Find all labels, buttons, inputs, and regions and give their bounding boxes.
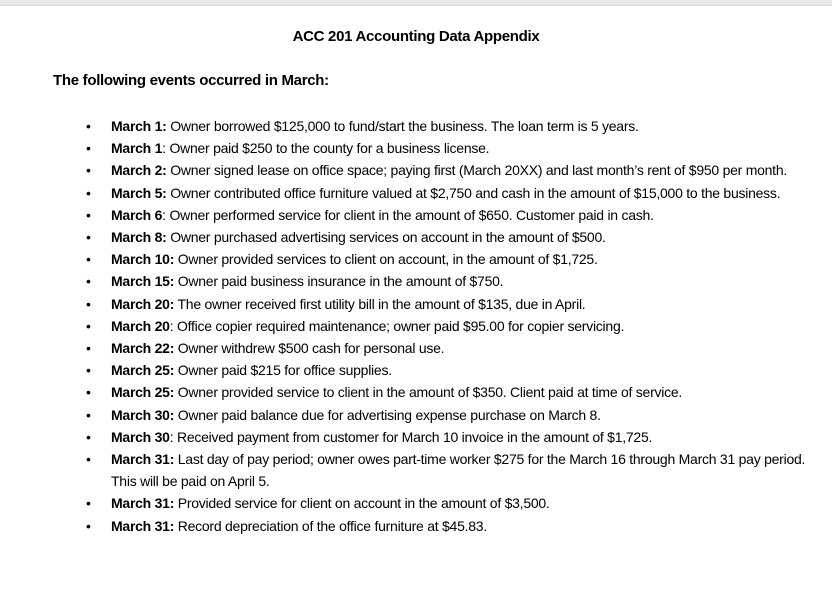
events-list — [0, 115, 806, 537]
event-text: Owner paid balance due for advertising expense purchase on March 8. — [174, 406, 601, 423]
event-item — [86, 204, 806, 226]
event-text: Owner provided service to client in the amount of $350. Client paid at time of service. — [174, 384, 683, 401]
event-item — [86, 404, 806, 426]
bullet-icon: • — [86, 428, 91, 445]
event-text: Owner provided services to client on account, in the amount of $1,725. — [174, 251, 598, 268]
event-text: Last day of pay period; owner owes part-time worker $275 for the March 16 through March 31 pay period. This will be paid on April 5. — [111, 451, 806, 490]
bullet-icon: • — [86, 118, 91, 134]
event-date: March 31: — [111, 495, 175, 512]
bullet-icon: • — [86, 184, 91, 201]
event-date: March 1 — [111, 140, 163, 157]
event-date: March 30 — [111, 428, 170, 445]
bullet-icon: • — [86, 229, 91, 246]
event-text: Owner signed lease on office space; paying first (March 20XX) and last month’s rent of $950 per month. — [166, 162, 787, 179]
bullet-icon: • — [86, 384, 91, 401]
event-date: March 31: — [111, 517, 175, 534]
event-item — [86, 515, 806, 537]
event-text: Owner contributed office furniture valued at $2,750 and cash in the amount of $15,000 to the business. — [166, 184, 781, 201]
event-date: March 2: — [111, 162, 167, 179]
page-title: ACC 201 Accounting Data Appendix — [292, 28, 540, 45]
event-text: Owner paid business insurance in the amount of $750. — [174, 273, 504, 290]
event-item — [86, 182, 806, 204]
event-text: : Office copier required maintenance; owner paid $95.00 for copier servicing. — [169, 317, 625, 334]
event-text: : Received payment from customer for March 10 invoice in the amount of $1,725. — [169, 428, 653, 445]
event-date: March 31: — [111, 451, 175, 468]
event-date: March 6 — [111, 206, 163, 223]
event-item — [86, 315, 806, 337]
event-date: March 10: — [111, 251, 175, 268]
event-date: March 8: — [111, 229, 167, 246]
event-item — [86, 293, 806, 315]
event-item — [86, 381, 806, 403]
bullet-icon: • — [86, 140, 91, 157]
event-text: Record depreciation of the office furniture at $45.83. — [174, 517, 487, 534]
event-item — [86, 359, 806, 381]
event-text: : Owner paid $250 to the county for a business license. — [162, 140, 490, 157]
event-date: March 1: — [111, 118, 167, 134]
event-text: Owner paid $215 for office supplies. — [174, 362, 392, 379]
event-date: March 20 — [111, 317, 170, 334]
event-item — [86, 226, 806, 248]
bullet-icon: • — [86, 273, 91, 290]
event-item — [86, 159, 806, 181]
event-date: March 5: — [111, 184, 167, 201]
event-date: March 30: — [111, 406, 175, 423]
event-item — [86, 270, 806, 292]
bullet-icon: • — [86, 451, 91, 468]
event-date: March 15: — [111, 273, 175, 290]
event-text: Owner withdrew $500 cash for personal use. — [174, 340, 445, 357]
event-date: March 25: — [111, 362, 175, 379]
event-item — [86, 492, 806, 514]
bullet-icon: • — [86, 251, 91, 268]
bullet-icon: • — [86, 517, 91, 534]
bullet-icon: • — [86, 495, 91, 512]
event-item — [86, 448, 806, 492]
event-item — [86, 137, 806, 159]
intro-heading: The following events occurred in March: — [53, 72, 329, 89]
window-top-bar — [0, 0, 832, 6]
event-text: : Owner performed service for client in the amount of $650. Customer paid in cash. — [162, 206, 654, 223]
bullet-icon: • — [86, 362, 91, 379]
event-date: March 22: — [111, 340, 175, 357]
event-item — [86, 426, 806, 448]
bullet-icon: • — [86, 206, 91, 223]
bullet-icon: • — [86, 162, 91, 179]
event-text: The owner received first utility bill in the amount of $135, due in April. — [174, 295, 586, 312]
event-item — [86, 248, 806, 270]
event-text: Owner borrowed $125,000 to fund/start the business. The loan term is 5 years. — [166, 118, 639, 134]
event-item — [86, 337, 806, 359]
event-text: Provided service for client on account in the amount of $3,500. — [174, 495, 550, 512]
event-date: March 25: — [111, 384, 175, 401]
bullet-icon: • — [86, 295, 91, 312]
event-item — [86, 115, 806, 137]
bullet-icon: • — [86, 406, 91, 423]
bullet-icon: • — [86, 340, 91, 357]
event-text: Owner purchased advertising services on account in the amount of $500. — [166, 229, 606, 246]
event-date: March 20: — [111, 295, 175, 312]
bullet-icon: • — [86, 317, 91, 334]
